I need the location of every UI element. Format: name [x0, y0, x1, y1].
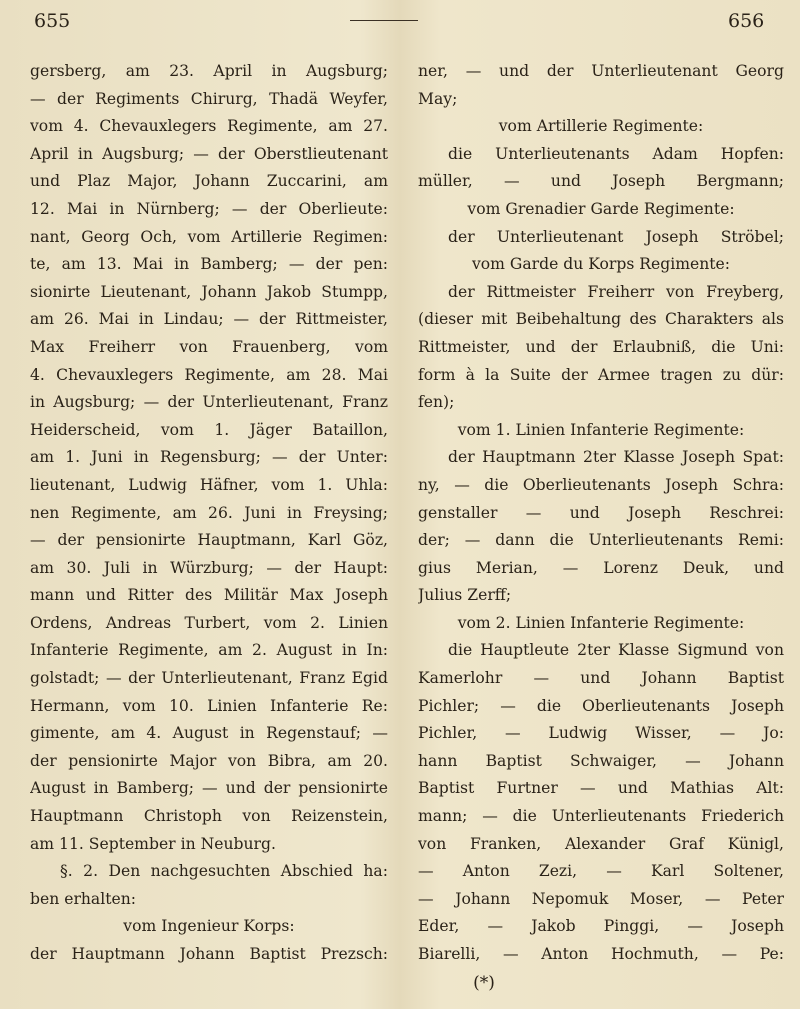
text-line: — Johann Nepomuk Moser, — Peter [418, 889, 784, 908]
text-line: Max Freiherr von Frauenberg, vom [30, 337, 388, 356]
text-line: von Franken, Alexander Graf Künigl, [418, 834, 784, 853]
text-line: Hermann, vom 10. Linien Infanterie Re: [30, 696, 388, 715]
text-line: am 26. Mai in Lindau; — der Rittmeister, [30, 310, 388, 329]
right-page-text [418, 58, 784, 969]
text-line: der Hauptmann Johann Baptist Prezsch: [30, 945, 388, 963]
text-line: golstadt; — der Unterlieutenant, Franz Egid [30, 669, 388, 688]
text-line: ner, — und der Unterlieutenant Georg [418, 62, 784, 80]
text-line: May; [418, 89, 458, 108]
text-line: 4. Chevauxlegers Regimente, am 28. Mai [30, 365, 388, 384]
text-line: ben erhalten: [30, 889, 137, 908]
text-line: vom 1. Linien Infanterie Regimente: [457, 420, 745, 439]
signature-mark: (*) [473, 973, 495, 993]
text-line: die Hauptleute 2ter Klasse Sigmund von [448, 641, 784, 660]
text-line: am 1. Juni in Regensburg; — der Unter: [30, 448, 388, 467]
text-line: Baptist Furtner — und Mathias Alt: [418, 779, 784, 798]
header-rule [350, 20, 418, 21]
text-line: Hauptmann Christoph von Reizenstein, [30, 807, 388, 826]
text-line: April in Augsburg; — der Oberstlieutenant [30, 144, 388, 163]
text-line: Rittmeister, und der Erlaubniß, die Uni: [418, 337, 784, 356]
text-line: — der Regiments Chirurg, Thadä Weyfer, [30, 89, 388, 108]
text-line: Ordens, Andreas Turbert, vom 2. Linien [30, 613, 388, 632]
text-line: der Hauptmann 2ter Klasse Joseph Spat: [448, 448, 784, 467]
text-line: form à la Suite der Armee tragen zu dür: [418, 365, 784, 384]
text-line: te, am 13. Mai in Bamberg; — der pen: [30, 255, 388, 274]
text-line: — der pensionirte Hauptmann, Karl Göz, [30, 531, 388, 550]
text-line: mann; — die Unterlieutenants Friederich [418, 807, 784, 826]
text-line: müller, — und Joseph Bergmann; [418, 172, 784, 191]
text-line: Pichler, — Ludwig Wisser, — Jo: [418, 724, 784, 743]
text-line: am 11. September in Neuburg. [30, 834, 276, 853]
text-line: mann und Ritter des Militär Max Joseph [30, 586, 388, 605]
text-line: Kamerlohr — und Johann Baptist [418, 669, 784, 688]
text-line: gimente, am 4. August in Regenstauf; — [30, 724, 388, 743]
text-line: §. 2. Den nachgesuchten Abschied ha: [60, 862, 388, 881]
text-line: ny, — die Oberlieutenants Joseph Schra: [418, 475, 784, 494]
text-line: und Plaz Major, Johann Zuccarini, am [30, 172, 388, 191]
text-line: in Augsburg; — der Unterlieutenant, Franz [30, 393, 388, 412]
text-line: vom 2. Linien Infanterie Regimente: [457, 613, 745, 632]
text-line: fen); [418, 393, 455, 412]
text-line: sionirte Lieutenant, Johann Jakob Stumpp, [30, 282, 388, 301]
text-line: Biarelli, — Anton Hochmuth, — Pe: [418, 945, 784, 963]
text-line: genstaller — und Joseph Reschrei: [418, 503, 784, 522]
text-line: der Rittmeister Freiherr von Freyberg, [448, 282, 784, 301]
text-line: der; — dann die Unterlieutenants Remi: [418, 531, 784, 550]
text-line: nen Regimente, am 26. Juni in Freysing; [30, 503, 388, 522]
text-line: der Unterlieutenant Joseph Ströbel; [448, 227, 784, 246]
text-line: Infanterie Regimente, am 2. August in In: [30, 641, 388, 660]
right-page-number: 656 [728, 10, 765, 32]
text-line: Julius Zerff; [418, 586, 512, 605]
text-line: vom Artillerie Regimente: [498, 117, 704, 136]
text-line: gius Merian, — Lorenz Deuk, und [418, 558, 784, 577]
text-line: nant, Georg Och, vom Artillerie Regimen: [30, 227, 388, 246]
text-line: Heiderscheid, vom 1. Jäger Bataillon, [30, 420, 388, 439]
text-line: vom 4. Chevauxlegers Regimente, am 27. [30, 117, 388, 136]
text-line: Eder, — Jakob Pinggi, — Joseph [418, 917, 784, 936]
text-line: am 30. Juli in Würzburg; — der Haupt: [30, 558, 388, 577]
text-line: gersberg, am 23. April in Augsburg; [30, 62, 388, 80]
text-line: vom Ingenieur Korps: [123, 917, 295, 936]
text-line: August in Bamberg; — und der pensionirte [30, 779, 388, 798]
text-line: der pensionirte Major von Bibra, am 20. [30, 751, 388, 770]
left-page-text [30, 58, 388, 969]
text-line: (dieser mit Beibehaltung des Charakters als [418, 310, 784, 329]
text-line: lieutenant, Ludwig Häfner, vom 1. Uhla: [30, 475, 388, 494]
text-line: — Anton Zezi, — Karl Soltener, [418, 862, 784, 881]
text-line: Pichler; — die Oberlieutenants Joseph [418, 696, 784, 715]
text-line: die Unterlieutenants Adam Hopfen: [448, 144, 784, 163]
text-line: hann Baptist Schwaiger, — Johann [418, 751, 784, 770]
text-line: 12. Mai in Nürnberg; — der Oberlieute: [30, 199, 388, 218]
left-page-number: 655 [34, 10, 71, 32]
text-line: vom Grenadier Garde Regimente: [467, 199, 735, 218]
text-line: vom Garde du Korps Regimente: [471, 255, 731, 274]
